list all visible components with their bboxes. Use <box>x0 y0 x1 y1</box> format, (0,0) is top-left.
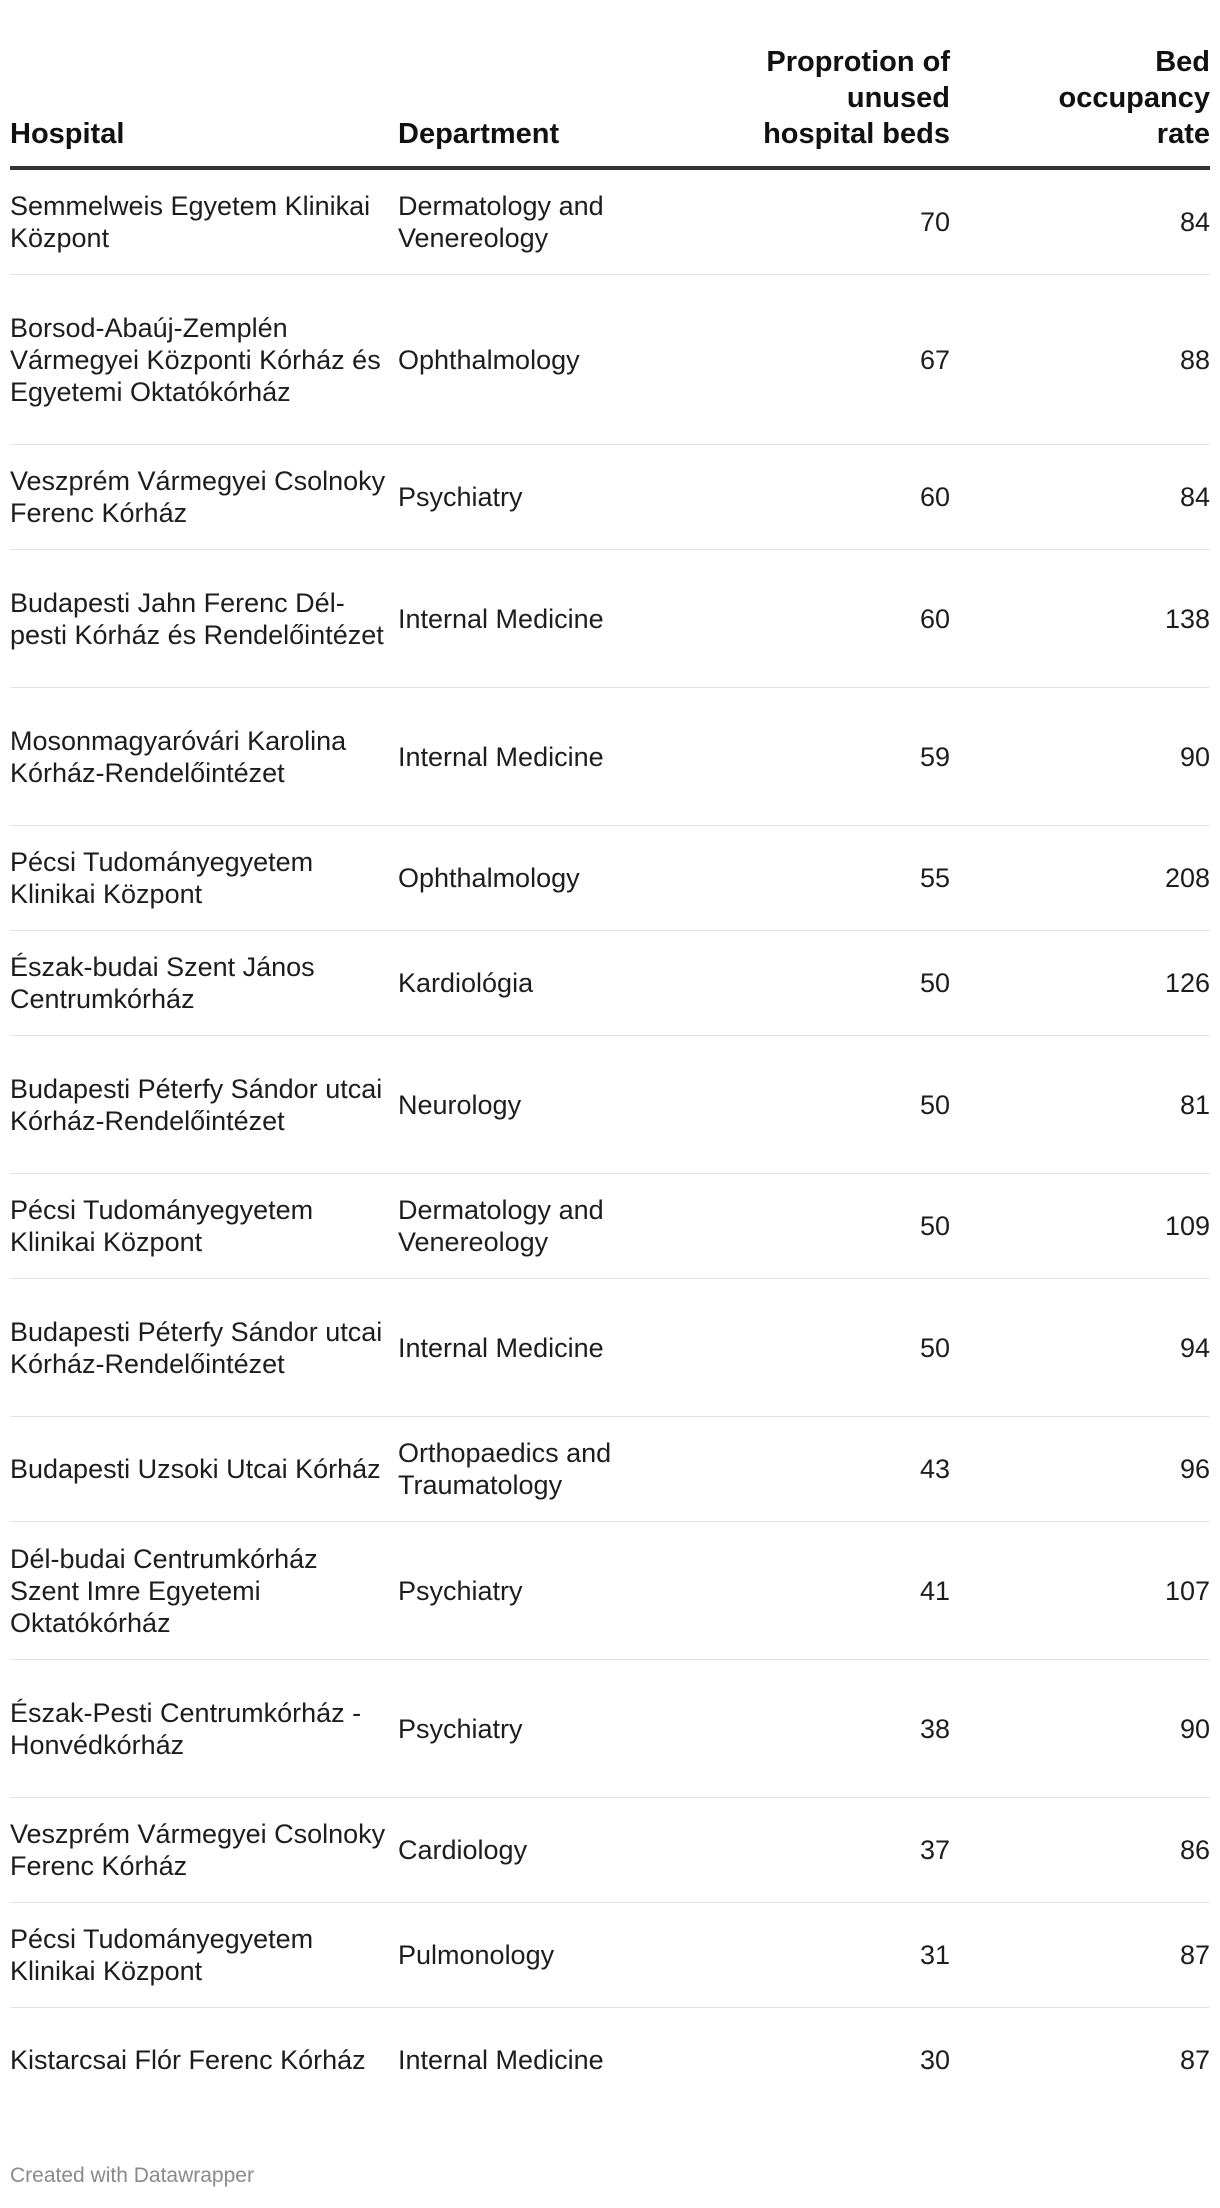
cell-department: Ophthalmology <box>398 826 748 931</box>
datawrapper-table-container <box>10 0 1220 2187</box>
table-row <box>10 688 1210 826</box>
cell-unused: 50 <box>748 1036 950 1174</box>
table-body <box>10 168 1210 2112</box>
table-row <box>10 168 1210 275</box>
table-row <box>10 275 1210 445</box>
cell-hospital: Veszprém Vármegyei Csolnoky Ferenc Kórház <box>10 445 398 550</box>
header-hospital[interactable]: Hospital <box>10 0 398 168</box>
cell-hospital: Észak-Pesti Centrumkórház - Honvédkórház <box>10 1660 398 1798</box>
table-row <box>10 2008 1210 2113</box>
cell-hospital: Mosonmagyaróvári Karolina Kórház-Rendelőintézet <box>10 688 398 826</box>
cell-unused: 50 <box>748 1174 950 1279</box>
cell-hospital: Dél-budai Centrumkórház Szent Imre Egyetemi Oktatókórház <box>10 1522 398 1660</box>
header-department[interactable]: Department <box>398 0 748 168</box>
header-row <box>10 0 1210 168</box>
cell-occupancy: 81 <box>950 1036 1210 1174</box>
cell-department: Ophthalmology <box>398 275 748 445</box>
cell-unused: 60 <box>748 550 950 688</box>
cell-department: Dermatology and Venereology <box>398 1174 748 1279</box>
cell-hospital: Borsod-Abaúj-Zemplén Vármegyei Központi Kórház és Egyetemi Oktatókórház <box>10 275 398 445</box>
cell-hospital: Semmelweis Egyetem Klinikai Központ <box>10 168 398 275</box>
cell-occupancy: 88 <box>950 275 1210 445</box>
table-row <box>10 1279 1210 1417</box>
cell-unused: 50 <box>748 1279 950 1417</box>
cell-department: Dermatology and Venereology <box>398 168 748 275</box>
cell-department: Neurology <box>398 1036 748 1174</box>
cell-occupancy: 208 <box>950 826 1210 931</box>
hospital-beds-table <box>10 0 1210 2112</box>
cell-hospital: Észak-budai Szent János Centrumkórház <box>10 931 398 1036</box>
header-unused-label: Proprotion of unused hospital beds <box>763 46 950 150</box>
table-row <box>10 1522 1210 1660</box>
header-occupancy-label: Bed occupancy rate <box>1058 46 1210 150</box>
table-row <box>10 1903 1210 2008</box>
table-row <box>10 1417 1210 1522</box>
cell-unused: 41 <box>748 1522 950 1660</box>
cell-unused: 43 <box>748 1417 950 1522</box>
cell-unused: 67 <box>748 275 950 445</box>
cell-occupancy: 87 <box>1179 2045 1210 2075</box>
cell-hospital: Budapesti Uzsoki Utcai Kórház <box>10 1417 398 1522</box>
cell-unused: 59 <box>748 688 950 826</box>
footer-credit[interactable]: Created with Datawrapper <box>10 2164 254 2187</box>
cell-unused: 55 <box>748 826 950 931</box>
cell-hospital: Pécsi Tudományegyetem Klinikai Központ <box>10 826 398 931</box>
cell-unused: 60 <box>748 445 950 550</box>
cell-hospital: Budapesti Péterfy Sándor utcai Kórház-Rendelőintézet <box>10 1279 398 1417</box>
table-row <box>10 1174 1210 1279</box>
cell-hospital: Budapesti Péterfy Sándor utcai Kórház-Rendelőintézet <box>10 1036 398 1174</box>
cell-occupancy: 96 <box>950 1417 1210 1522</box>
cell-department: Psychiatry <box>398 445 748 550</box>
cell-occupancy: 87 <box>950 1903 1210 2008</box>
table-row <box>10 445 1210 550</box>
table-header <box>10 0 1210 168</box>
cell-department: Pulmonology <box>398 1903 748 2008</box>
cell-department: Cardiology <box>398 1798 748 1903</box>
cell-unused: 30 <box>919 2045 950 2075</box>
cell-department: Kardiológia <box>398 931 748 1036</box>
table-row <box>10 1660 1210 1798</box>
cell-department: Internal Medicine <box>398 1279 748 1417</box>
cell-hospital: Kistarcsai Flór Ferenc Kórház <box>10 2045 366 2075</box>
table-row <box>10 550 1210 688</box>
cell-unused: 70 <box>748 168 950 275</box>
cell-unused: 31 <box>748 1903 950 2008</box>
cell-hospital: Veszprém Vármegyei Csolnoky Ferenc Kórház <box>10 1798 398 1903</box>
table-row <box>10 826 1210 931</box>
table-row <box>10 931 1210 1036</box>
cell-occupancy: 84 <box>950 168 1210 275</box>
cell-occupancy: 94 <box>950 1279 1210 1417</box>
cell-occupancy: 138 <box>950 550 1210 688</box>
header-occupancy[interactable] <box>950 0 1210 168</box>
cell-occupancy: 86 <box>950 1798 1210 1903</box>
table-row <box>10 1036 1210 1174</box>
cell-occupancy: 109 <box>950 1174 1210 1279</box>
cell-occupancy: 107 <box>950 1522 1210 1660</box>
cell-occupancy: 84 <box>950 445 1210 550</box>
cell-hospital: Pécsi Tudományegyetem Klinikai Központ <box>10 1174 398 1279</box>
cell-hospital: Pécsi Tudományegyetem Klinikai Központ <box>10 1903 398 2008</box>
table-row <box>10 1798 1210 1903</box>
cell-department: Internal Medicine <box>398 2045 604 2075</box>
cell-unused: 37 <box>748 1798 950 1903</box>
cell-occupancy: 90 <box>950 1660 1210 1798</box>
cell-department: Psychiatry <box>398 1522 748 1660</box>
cell-department: Internal Medicine <box>398 550 748 688</box>
cell-unused: 50 <box>748 931 950 1036</box>
cell-hospital: Budapesti Jahn Ferenc Dél-pesti Kórház és Rendelőintézet <box>10 550 398 688</box>
cell-department: Psychiatry <box>398 1660 748 1798</box>
cell-occupancy: 126 <box>950 931 1210 1036</box>
cell-unused: 38 <box>748 1660 950 1798</box>
header-unused-beds[interactable] <box>748 0 950 168</box>
cell-department: Orthopaedics and Traumatology <box>398 1417 748 1522</box>
cell-occupancy: 90 <box>950 688 1210 826</box>
cell-department: Internal Medicine <box>398 688 748 826</box>
